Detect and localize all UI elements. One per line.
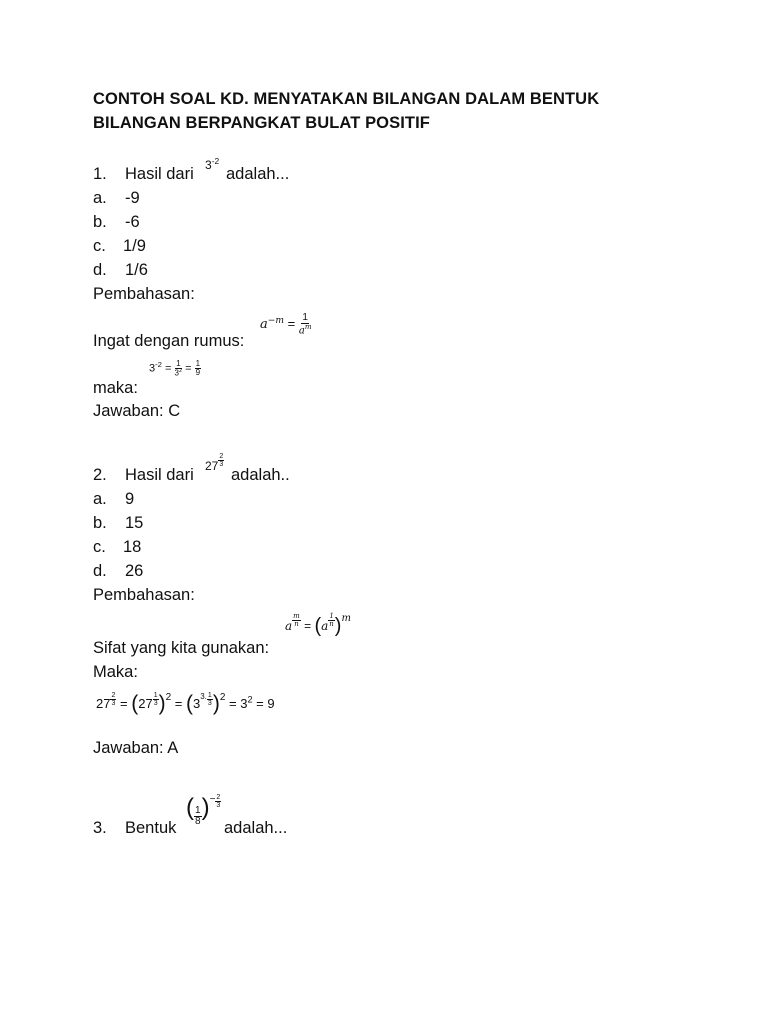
q2-option-a-text: 9: [125, 490, 135, 508]
q1-option-c-text: 1/9: [123, 237, 146, 255]
q1-option-a-text: -9: [125, 189, 140, 207]
q1-prefix: Hasil dari: [125, 165, 194, 183]
q1-formula-label: Ingat dengan rumus:: [93, 332, 245, 350]
q2-option-d-text: 26: [125, 562, 144, 580]
doc-title-line1: CONTOH SOAL KD. MENYATAKAN BILANGAN DALAM BENTUK: [93, 90, 600, 108]
q2-suffix: adalah..: [231, 466, 290, 484]
q1-option-b-letter: b.: [93, 213, 107, 231]
q3-number: 3.: [93, 819, 107, 837]
q2-calculation: 27 $\frac{2}{3}$ = (27 $\frac{1}{3}$ )$^2 = (3^{3.}$ $\frac{1}{3}$ )$^2 = 3^2 = 9$: [96, 692, 275, 715]
q1-answer: Jawaban: C: [93, 402, 181, 420]
q1-calculation: $3^{-2}$ = $\frac{1}{3^2}$ = $\frac{1}{9}$: [149, 359, 201, 378]
q3-suffix: adalah...: [224, 819, 288, 837]
q3-expression: ( $\frac{1}{8}$ )− $\frac{2}{3}$: [186, 794, 221, 827]
q1-suffix: adalah...: [226, 165, 290, 183]
q2-option-c-letter: c.: [93, 538, 106, 556]
q2-option-b-letter: b.: [93, 514, 107, 532]
q1-formula: $a^{-m}$ = $\frac{1}{a^m}$: [260, 312, 312, 337]
q3-prefix: Bentuk: [125, 819, 177, 837]
q1-option-d-text: 1/6: [125, 261, 148, 279]
q2-option-b-text: 15: [125, 514, 144, 532]
q2-prefix: Hasil dari: [125, 466, 194, 484]
q1-option-b-text: -6: [125, 213, 140, 231]
q1-option-d-letter: d.: [93, 261, 107, 279]
q1-option-c-letter: c.: [93, 237, 106, 255]
q2-discussion-label: Pembahasan:: [93, 586, 195, 604]
q2-option-d-letter: d.: [93, 562, 107, 580]
q2-property-formula: a $\frac{m}{n}$ = (a $\frac{1}{n}$ )$^m$: [285, 612, 351, 637]
q2-then-label: Maka:: [93, 663, 138, 681]
q1-power: $3^{-2}$: [205, 156, 220, 172]
q2-option-a-letter: a.: [93, 490, 107, 508]
q2-number: 2.: [93, 466, 107, 484]
q2-property-label: Sifat yang kita gunakan:: [93, 639, 270, 657]
q2-answer: Jawaban: A: [93, 739, 179, 757]
q1-number: 1.: [93, 165, 107, 183]
q2-power: 27 $\frac{2}{3}$: [205, 453, 224, 473]
q2-option-c-text: 18: [123, 538, 142, 556]
q1-then-label: maka:: [93, 379, 138, 397]
doc-title-line2: BILANGAN BERPANGKAT BULAT POSITIF: [93, 114, 430, 132]
q1-option-a-letter: a.: [93, 189, 107, 207]
q1-discussion-label: Pembahasan:: [93, 285, 195, 303]
